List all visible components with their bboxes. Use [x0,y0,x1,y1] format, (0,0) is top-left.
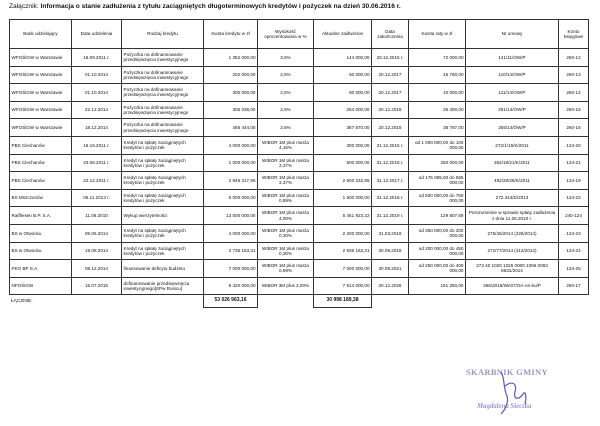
grant-date-cell: 19.08.2014 [72,242,122,260]
grant-date-cell: 18.12.2014 [72,119,122,137]
table-row [10,207,589,225]
bank-name-cell: Raiffeisen B.P. S.A. [10,207,72,225]
header-cell: Konto księgowe [559,20,589,49]
current-debt-cell: 144 000,00 [314,49,372,67]
bank-name-cell: NFOŚiGW [10,277,72,295]
bank-name-cell: PKO BP S.A. [10,260,72,278]
current-debt-cell: 5 451 923,22 [314,207,372,225]
header-cell: Data zakończenia [372,20,409,49]
current-debt-cell: 300 000,00 [314,136,372,154]
bank-name-cell: PBS Ciechanów [10,172,72,190]
title-text: Informacja o stanie zadłużenia z tytułu zaciągniętych długoterminowych kredytów i pożyczek na dzień 30.06.2016 r. [40,3,401,10]
signature-icon [461,366,587,420]
current-debt-cell: 500 000,00 [314,154,372,172]
table-row [10,101,589,119]
end-date-cell: 20.12.2026 [372,277,409,295]
current-debt-cell: 7 614 000,00 [314,277,372,295]
loan-amount-cell: 3 736 163,31 [204,242,258,260]
header-cell: Bank udzielający [10,20,72,49]
installment-cell: od 250 000,00 do 400 000,00 [409,260,466,278]
installment-cell: od 500 000,00 do 750 000,00 [409,189,466,207]
contract-number-cell: 272/1/15/K/2011 [466,136,559,154]
end-date-cell: 20.12.2018 [372,119,409,137]
installment-cell: 10 000,00 [409,84,466,102]
end-date-cell: 20.12.2017 [372,66,409,84]
bank-name-cell: BS Mszczonów [10,189,72,207]
table-row [10,119,589,137]
end-date-cell: 20.12.2016 r. [372,49,409,67]
installment-cell: 38 787,00 [409,119,466,137]
installment-cell: od 200 000,00 do 450 000,00 [409,242,466,260]
total-current-debt: 30 998 189,38 [314,295,372,308]
bank-name-cell: PBS Ciechanów [10,136,72,154]
account-code-cell: 134-22 [559,189,589,207]
loan-type-cell: Pożyczka na dofinansowanie przedsięwzięcia inwestycyjnego [122,101,204,119]
stamp-name: Magdalena Sieczka [477,403,532,410]
end-date-cell: 31.12.2016 r. [372,154,409,172]
grant-date-cell: 01.10.2014 [72,84,122,102]
header-cell: Data udzielenia [72,20,122,49]
loan-amount-cell: 4 000 000,00 [204,224,258,242]
table-row [10,260,589,278]
contract-number-cell: Porozumienie w sprawie spłaty zadłużenia z dnia 11.06.2010 r. [466,207,559,225]
loan-amount-cell: 465 444,00 [204,119,258,137]
installment-cell: 16 750,00 [409,66,466,84]
installment-cell: od 176 085,00 do 565 000,00 [409,172,466,190]
loan-amount-cell: 1 000 000,00 [204,154,258,172]
end-date-cell: 30.09.2018 [372,242,409,260]
current-debt-cell: 60 000,00 [314,84,372,102]
interest-rate-cell: 3,5% [258,49,314,67]
contract-number-cell: 364/18/21/K/2011 [466,154,559,172]
title-prefix: Załącznik: [9,3,39,10]
grant-date-cell: 15.07.2015 [72,277,122,295]
end-date-cell: 20.12.2017 [372,84,409,102]
table-row [10,277,589,295]
installment-cell: 250 000,00 [409,154,466,172]
loan-amount-cell: 300 000,00 [204,84,258,102]
contract-number-cell: 482/29/28/K/2011 [466,172,559,190]
header-row [10,20,589,49]
loan-type-cell: Kredyt na spłatę zaciągniętych kredytów i pożyczek [122,136,204,154]
installment-cell: od 350 000,00 do 200 000,00 [409,224,466,242]
summary-label: ŁĄCZNIE: [10,295,72,308]
table-row [10,84,589,102]
contract-number-cell: 110/14/OW/P [466,66,559,84]
interest-rate-cell: WIBOR 1M plus marża 0,69% [258,260,314,278]
installment-cell: 72 000,00 [409,49,466,67]
interest-rate-cell: WIBOR 1M plus marża 4,00% [258,207,314,225]
loan-amount-cell: 1 352 000,00 [204,49,258,67]
contract-number-cell: 111/14/OW/P [466,84,559,102]
account-code-cell: 134-25 [559,260,589,278]
interest-rate-cell: WIBOR 3M plus 2,00% [258,277,314,295]
loan-type-cell: Pożyczka na dofinansowanie przedsięwzięcia inwestycyjnego [122,49,204,67]
end-date-cell: 31.12.2016 r. [372,136,409,154]
installment-cell: 129 807,69 [409,207,466,225]
interest-rate-cell: 2,5% [258,101,314,119]
loan-amount-cell: 202 000,00 [204,66,258,84]
loan-type-cell: Pożyczka na dofinansowanie przedsięwzięcia inwestycyjnego [122,119,204,137]
grant-date-cell: 16.09.2011 r. [72,49,122,67]
interest-rate-cell: WIBOR 1M plus marża 0,30% [258,242,314,260]
contract-number-cell: 272.40 1020 1026 0000 1096 0083 8631/2014 [466,260,559,278]
summary-row [10,295,589,308]
current-debt-cell: 1 500 000,00 [314,189,372,207]
loan-type-cell: Kredyt na spłatę zaciągniętych kredytów i pożyczek [122,154,204,172]
table-row [10,66,589,84]
grant-date-cell: 23.08.2011 r. [72,154,122,172]
table-row [10,136,589,154]
grant-date-cell: 22.12.2011 r. [72,172,122,190]
end-date-cell: 31.12.2016 r. [372,189,409,207]
current-debt-cell: 387 870,00 [314,119,372,137]
account-code-cell: 240-124 [559,207,589,225]
grant-date-cell: 05.11.2013 r. [72,189,122,207]
table-row [10,49,589,67]
current-debt-cell: 2 936 163,31 [314,242,372,260]
account-code-cell: 260-13 [559,66,589,84]
bank-name-cell: WFOŚiGW w Warszawie [10,101,72,119]
header-cell: Kwota raty w zł [409,20,466,49]
end-date-cell: 31.03.2019 [372,224,409,242]
loan-amount-cell: 7 000 000,00 [204,260,258,278]
grant-date-cell: 11.06.2010 [72,207,122,225]
header-cell: Rodzaj kredytu [122,20,204,49]
loan-type-cell: finansowanie deficytu budżetu [122,260,204,278]
table-row [10,224,589,242]
installment-cell: od 1 000 000,00 do 100 000,00 [409,136,466,154]
account-code-cell: 260-17 [559,277,589,295]
contract-number-cell: 275/45/2014 (226/2014) [466,224,559,242]
loan-type-cell: Pożyczka na dofinansowanie przedsięwzięcia inwestycyjnego [122,66,204,84]
header-cell: Kwota kredytu w zł [204,20,258,49]
debt-table [9,19,589,308]
account-code-cell: 134-19 [559,172,589,190]
loan-amount-cell: 2 946 317,85 [204,172,258,190]
grant-date-cell: 01.10.2014 [72,66,122,84]
bank-name-cell: WFOŚiGW w Warszawie [10,49,72,67]
document-title [9,3,401,10]
interest-rate-cell: WIBOR 1M plus marża 0,30% [258,224,314,242]
contract-number-cell: 255/14/OW/P [466,119,559,137]
loan-type-cell: Kredyt na spłatę zaciągniętych kredytów i pożyczek [122,172,204,190]
grant-date-cell: 09.06.2014 [72,224,122,242]
stamp-title: SKARBNIK GMINY [466,367,548,377]
interest-rate-cell: 2,5% [258,84,314,102]
loan-amount-cell: 305 038,00 [204,101,258,119]
bank-name-cell: WFOŚiGW w Warszawie [10,119,72,137]
end-date-cell: 31.12.2017 r. [372,172,409,190]
interest-rate-cell: WIBOR 1M plus marża 3,37% [258,172,314,190]
table-row [10,189,589,207]
loan-type-cell: Pożyczka na dofinansowanie przedsięwzięcia inwestycyjnego [122,84,204,102]
current-debt-cell: 7 000 000,00 [314,260,372,278]
installment-cell: 25 400,00 [409,101,466,119]
account-code-cell: 260-14 [559,84,589,102]
end-date-cell: 31.12.2019 r. [372,207,409,225]
loan-type-cell: Kredyt na spłatę zaciągniętych kredytów i pożyczek [122,242,204,260]
grant-date-cell: 22.12.2014 [72,101,122,119]
header-cell: Nr umowy [466,20,559,49]
account-code-cell: 260-16 [559,119,589,137]
current-debt-cell: 50 000,00 [314,66,372,84]
loan-amount-cell: 13 500 000,00 [204,207,258,225]
interest-rate-cell: 2,5% [258,119,314,137]
header-cell: Aktualne zadłużenie [314,20,372,49]
loan-type-cell: Kredyt na spłatę zaciągniętych kredytów i pożyczek [122,224,204,242]
account-code-cell: 260-15 [559,101,589,119]
header-cell: Wysokość oprocentowania w % [258,20,314,49]
contract-number-cell: 251/14/OW/P [466,101,559,119]
loan-amount-cell: 4 000 000,00 [204,136,258,154]
bank-name-cell: WFOŚiGW w Warszawie [10,84,72,102]
account-code-cell: 260-12 [559,49,589,67]
interest-rate-cell: 2,5% [258,66,314,84]
current-debt-cell: 2 600 232,85 [314,172,372,190]
interest-rate-cell: WIBOR 1M plus marża 4,15% [258,136,314,154]
contract-number-cell: 141/11/OW/P [466,49,559,67]
table-row [10,242,589,260]
end-date-cell: 30.09.2021 [372,260,409,278]
account-code-cell: 134-20 [559,136,589,154]
bank-name-cell: PBS Ciechanów [10,154,72,172]
end-date-cell: 20.12.2018 [372,101,409,119]
total-credit-amount: 53 026 963,16 [204,295,258,308]
current-debt-cell: 254 000,00 [314,101,372,119]
table-row [10,154,589,172]
current-debt-cell: 2 200 000,00 [314,224,372,242]
treasurer-stamp [461,366,587,420]
loan-type-cell: Kredyt na spłatę zaciągniętych kredytów i pożyczek [122,189,204,207]
contract-number-cell: 272.444/D/2013 [466,189,559,207]
contract-number-cell: 366/2015/Wn07/OA-on-ku/P [466,277,559,295]
bank-name-cell: BS w Otwocku [10,242,72,260]
bank-name-cell: BS w Otwocku [10,224,72,242]
interest-rate-cell: WIBOR 1M plus marża 0,89% [258,189,314,207]
loan-type-cell: Wykup wierzytelności [122,207,204,225]
contract-number-cell: 272/77/2014 (413/2014) [466,242,559,260]
loan-type-cell: dofinansowanie przedsięwzięcia inwestycyjnego[SPw Rusicu] [122,277,204,295]
grant-date-cell: 08.12.2014 [72,260,122,278]
grant-date-cell: 16.16.2011 r. [72,136,122,154]
table-row [10,172,589,190]
interest-rate-cell: WIBOR 1M plus marża 3,37% [258,154,314,172]
account-code-cell: 134-21 [559,154,589,172]
loan-amount-cell: 6 000 000,00 [204,189,258,207]
bank-name-cell: WFOŚiGW w Warszawie [10,66,72,84]
loan-amount-cell: 8 420 000,00 [204,277,258,295]
account-code-cell: 134-23 [559,224,589,242]
account-code-cell: 134-24 [559,242,589,260]
installment-cell: 191 250,00 [409,277,466,295]
